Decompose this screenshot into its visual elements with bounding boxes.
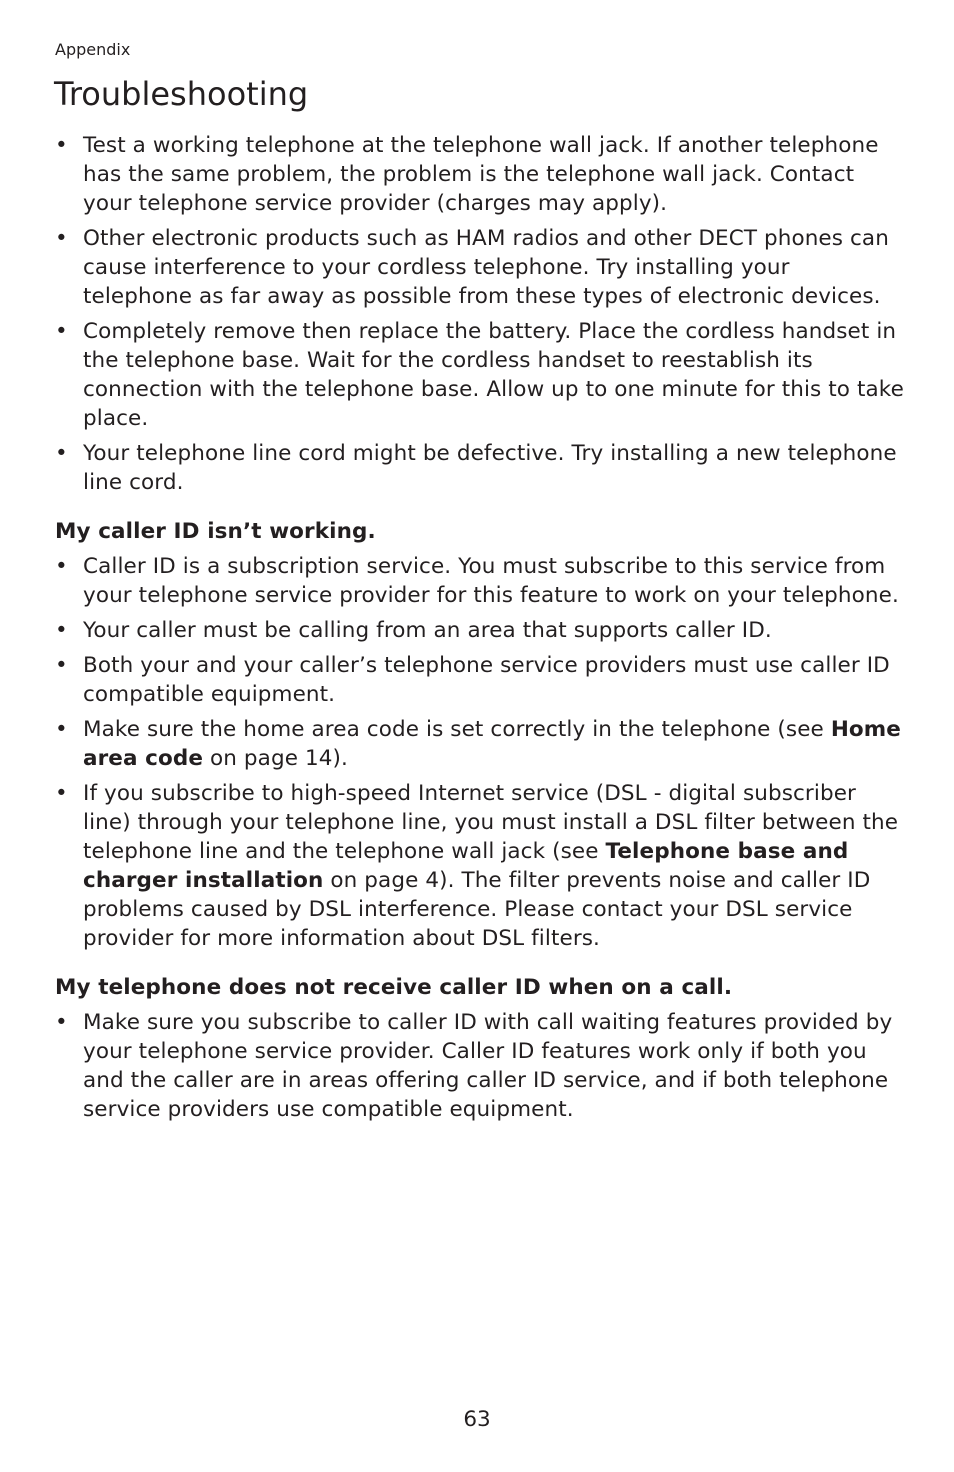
- list-item: [55, 715, 905, 773]
- section-heading-caller-id: My caller ID isn’t working.: [55, 519, 376, 544]
- cross-reference-base-installation: Telephone base and charger installation: [83, 839, 849, 893]
- caller-id-list: [55, 552, 905, 953]
- list-item: • Test a working telephone at the telephone wall jack. If another telephone has the same problem, the problem is the telephone wall jack. Contact your telephone service provider (charges may apply).: [55, 131, 905, 218]
- list-item-text: Make sure the home area code is set correctly in the telephone (see: [83, 717, 831, 742]
- list-item: • Both your and your caller’s telephone service providers must use caller ID compatible equipment.: [55, 651, 905, 709]
- list-item: • Caller ID is a subscription service. You must subscribe to this service from your telephone service provider for this feature to work on your telephone.: [55, 552, 905, 610]
- list-item: • Other electronic products such as HAM radios and other DECT phones can cause interference to your cordless telephone. Try installing your telephone as far away as possible from these types of electronic devices.: [55, 224, 905, 311]
- list-item: [55, 779, 905, 953]
- list-item: • Completely remove then replace the battery. Place the cordless handset in the telephone base. Wait for the cordless handset to reestablish its connection with the telephone base. Allow up to one minute for this to take place.: [55, 317, 905, 433]
- list-item-text: If you subscribe to high-speed Internet service (DSL - digital subscriber line) through your telephone line, you must install a DSL filter between the telephone line and the telephone wall jack (see: [83, 781, 899, 864]
- call-waiting-list: [55, 1008, 905, 1124]
- list-item-text: on page 14).: [203, 746, 348, 771]
- list-item: • Make sure you subscribe to caller ID with call waiting features provided by your telephone service provider. Caller ID features work only if both you and the caller are in areas offering caller ID service, and if both telephone service providers use compatible equipment.: [55, 1008, 905, 1124]
- troubleshooting-list: [55, 131, 905, 497]
- list-item: • Your caller must be calling from an area that supports caller ID.: [55, 616, 905, 645]
- list-item-text: on page 4). The filter prevents noise and caller ID problems caused by DSL interference. Please contact your DSL service provider for more information about DSL filters.: [83, 868, 871, 951]
- running-head: Appendix: [55, 40, 131, 59]
- page-number: 63: [463, 1407, 491, 1432]
- list-item: • Your telephone line cord might be defective. Try installing a new telephone line cord.: [55, 439, 905, 497]
- page-title: Troubleshooting: [54, 75, 309, 113]
- cross-reference-home-area-code: Home area code: [83, 717, 901, 771]
- section-heading-call-waiting: My telephone does not receive caller ID when on a call.: [55, 975, 733, 1000]
- page-content: [55, 131, 905, 1130]
